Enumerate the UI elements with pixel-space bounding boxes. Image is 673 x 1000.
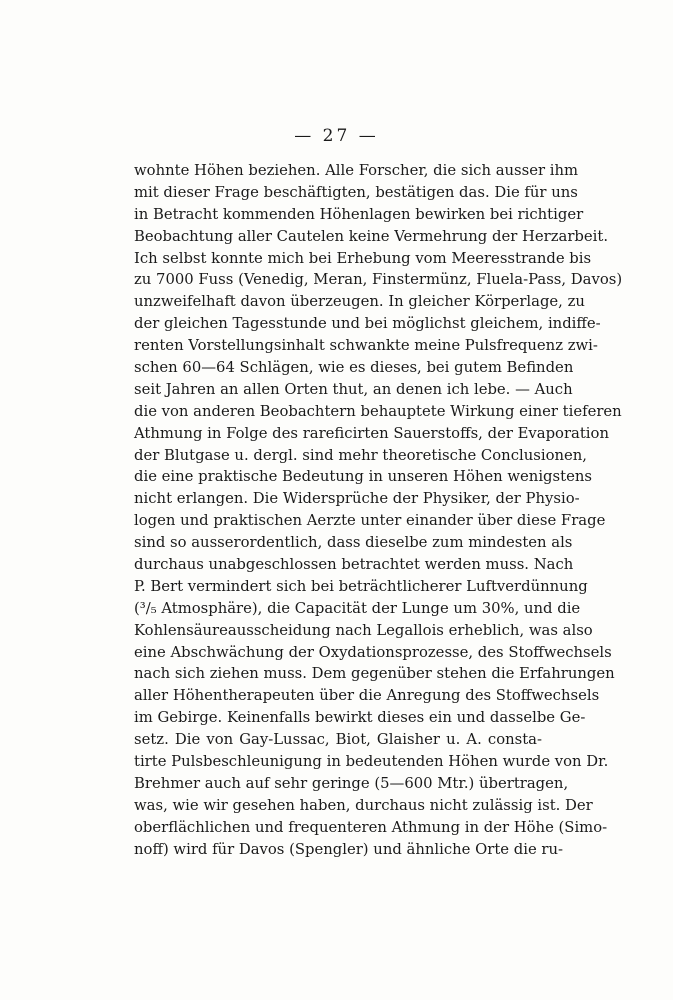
text-line: logen und praktischen Aerzte unter einander über diese Frage <box>134 512 606 530</box>
text-line: Beobachtung aller Cautelen keine Vermehrung der Herzarbeit. <box>134 227 609 245</box>
page-number: — 27 — <box>294 126 379 146</box>
text-line: (³/₅ Atmosphäre), die Capacität der Lunge um 30%, und die <box>134 599 581 617</box>
text-line: der gleichen Tagesstunde und bei möglichst gleichem, indiffe- <box>134 315 601 333</box>
text-line: unzweifelhaft davon überzeugen. In gleicher Körperlage, zu <box>134 293 585 311</box>
text-line: eine Abschwächung der Oxydationsprozesse, des Stoffwechsels <box>134 643 612 661</box>
text-line: Brehmer auch auf sehr geringe (5—600 Mtr.) übertragen, <box>134 774 569 792</box>
text-line: die eine praktische Bedeutung in unseren Höhen wenigstens <box>134 468 592 486</box>
text-line: schen 60—64 Schlägen, wie es dieses, bei gutem Befinden <box>134 359 574 377</box>
text-line: im Gebirge. Keinenfalls bewirkt dieses ein und dasselbe Ge- <box>134 709 586 727</box>
text-line: in Betracht kommenden Höhenlagen bewirken bei richtiger <box>134 205 584 223</box>
text-line: P. Bert vermindert sich bei beträchtlicherer Luftverdünnung <box>134 577 588 595</box>
text-line: nach sich ziehen muss. Dem gegenüber stehen die Erfahrungen <box>134 665 615 683</box>
text-line: durchaus unabgeschlossen betrachtet werden muss. Nach <box>134 556 574 574</box>
text-line: oberflächlichen und frequenteren Athmung in der Höhe (Simo- <box>134 818 608 836</box>
text-line: setz. Die von Gay-Lussac, Biot, Glaisher u. A. consta- <box>134 731 542 749</box>
text-line: wohnte Höhen beziehen. Alle Forscher, die sich ausser ihm <box>134 162 579 179</box>
text-line: seit Jahren an allen Orten thut, an denen ich lebe. — Auch <box>134 380 573 398</box>
text-line: der Blutgase u. dergl. sind mehr theoretische Conclusionen, <box>134 446 587 464</box>
text-line: Ich selbst konnte mich bei Erhebung vom Meeresstrande bis <box>134 249 592 267</box>
text-line: Athmung in Folge des rareficirten Sauerstoffs, der Evaporation <box>134 424 609 442</box>
text-line: zu 7000 Fuss (Venedig, Meran, Finstermünz, Fluela-Pass, Davos) <box>134 271 623 289</box>
text-line: renten Vorstellungsinhalt schwankte meine Pulsfrequenz zwi- <box>134 337 598 355</box>
text-line: Kohlensäureausscheidung nach Legallois erheblich, was also <box>134 621 593 639</box>
text-line: tirte Pulsbeschleunigung in bedeutenden Höhen wurde von Dr. <box>134 753 609 771</box>
text-line: aller Höhentherapeuten über die Anregung des Stoffwechsels <box>134 687 600 705</box>
body-text <box>134 160 623 861</box>
text-line: noff) wird für Davos (Spengler) und ähnliche Orte die ru- <box>134 840 564 858</box>
text-line: nicht erlangen. Die Widersprüche der Physiker, der Physio- <box>134 490 580 508</box>
text-line: die von anderen Beobachtern behauptete Wirkung einer tieferen <box>134 402 622 420</box>
text-line: sind so ausserordentlich, dass dieselbe zum mindesten als <box>134 534 573 552</box>
text-line: mit dieser Frage beschäftigten, bestätigen das. Die für uns <box>134 183 578 201</box>
text-line: was, wie wir gesehen haben, durchaus nicht zulässig ist. Der <box>134 796 593 814</box>
